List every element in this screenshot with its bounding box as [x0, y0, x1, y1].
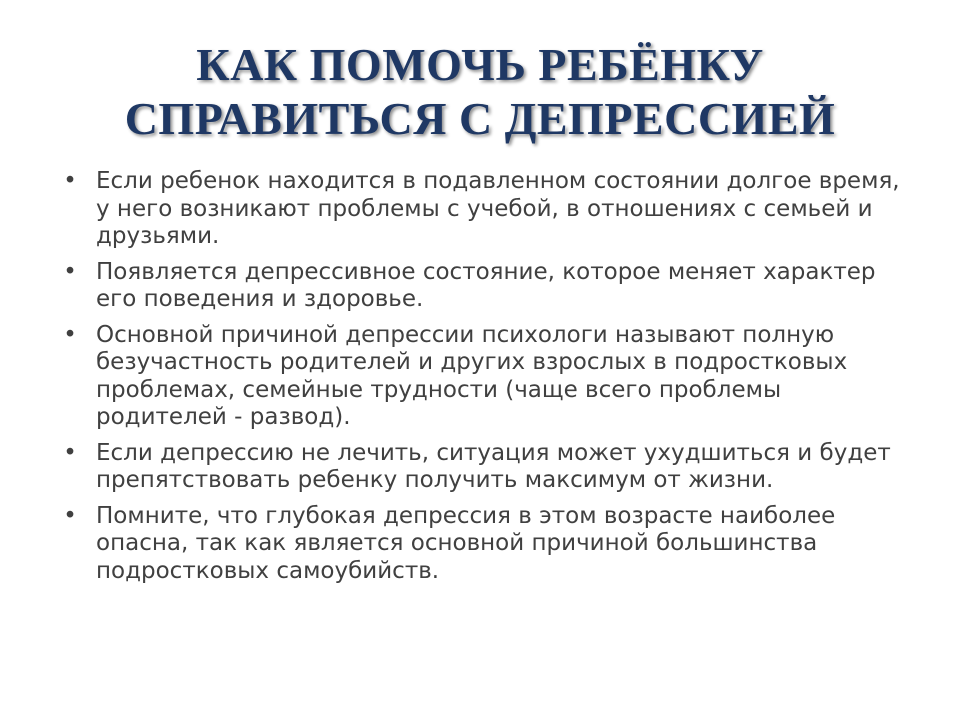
bullet-text: Основной причиной депрессии психологи называют полную безучастность родителей и других взрослых в подростковых проблемах, семейные трудности (чаще всего проблемы родителей - развод). [96, 321, 848, 430]
slide-title [80, 38, 880, 146]
bullet-item [60, 259, 900, 314]
bullet-item [60, 440, 900, 495]
bullet-text: Если депрессию не лечить, ситуация может ухудшиться и будет препятствовать ребенку получить максимум от жизни. [96, 439, 891, 493]
bullet-item [60, 322, 900, 432]
bullet-icon: • [63, 439, 77, 466]
bullet-icon: • [63, 502, 77, 529]
bullet-item [60, 168, 900, 251]
bullet-item [60, 503, 900, 586]
bullet-icon: • [63, 321, 77, 348]
title-line-2: СПРАВИТЬСЯ С ДЕПРЕССИЕЙ [124, 93, 836, 144]
bullet-list [60, 168, 900, 593]
bullet-text: Появляется депрессивное состояние, которое меняет характер его поведения и здоровье. [96, 258, 876, 312]
title-line-1: КАК ПОМОЧЬ РЕБЁНКУ [196, 39, 764, 90]
bullet-icon: • [63, 168, 77, 194]
bullet-icon: • [63, 258, 77, 285]
bullet-text: Если ребенок находится в подавленном состоянии долгое время, у него возникают проблемы с учебой, в отношениях с семьей и друзьями. [96, 168, 900, 249]
bullet-text: Помните, что глубокая депрессия в этом возрасте наиболее опасна, так как является основной причиной большинства подростковых самоубийств. [96, 502, 836, 584]
